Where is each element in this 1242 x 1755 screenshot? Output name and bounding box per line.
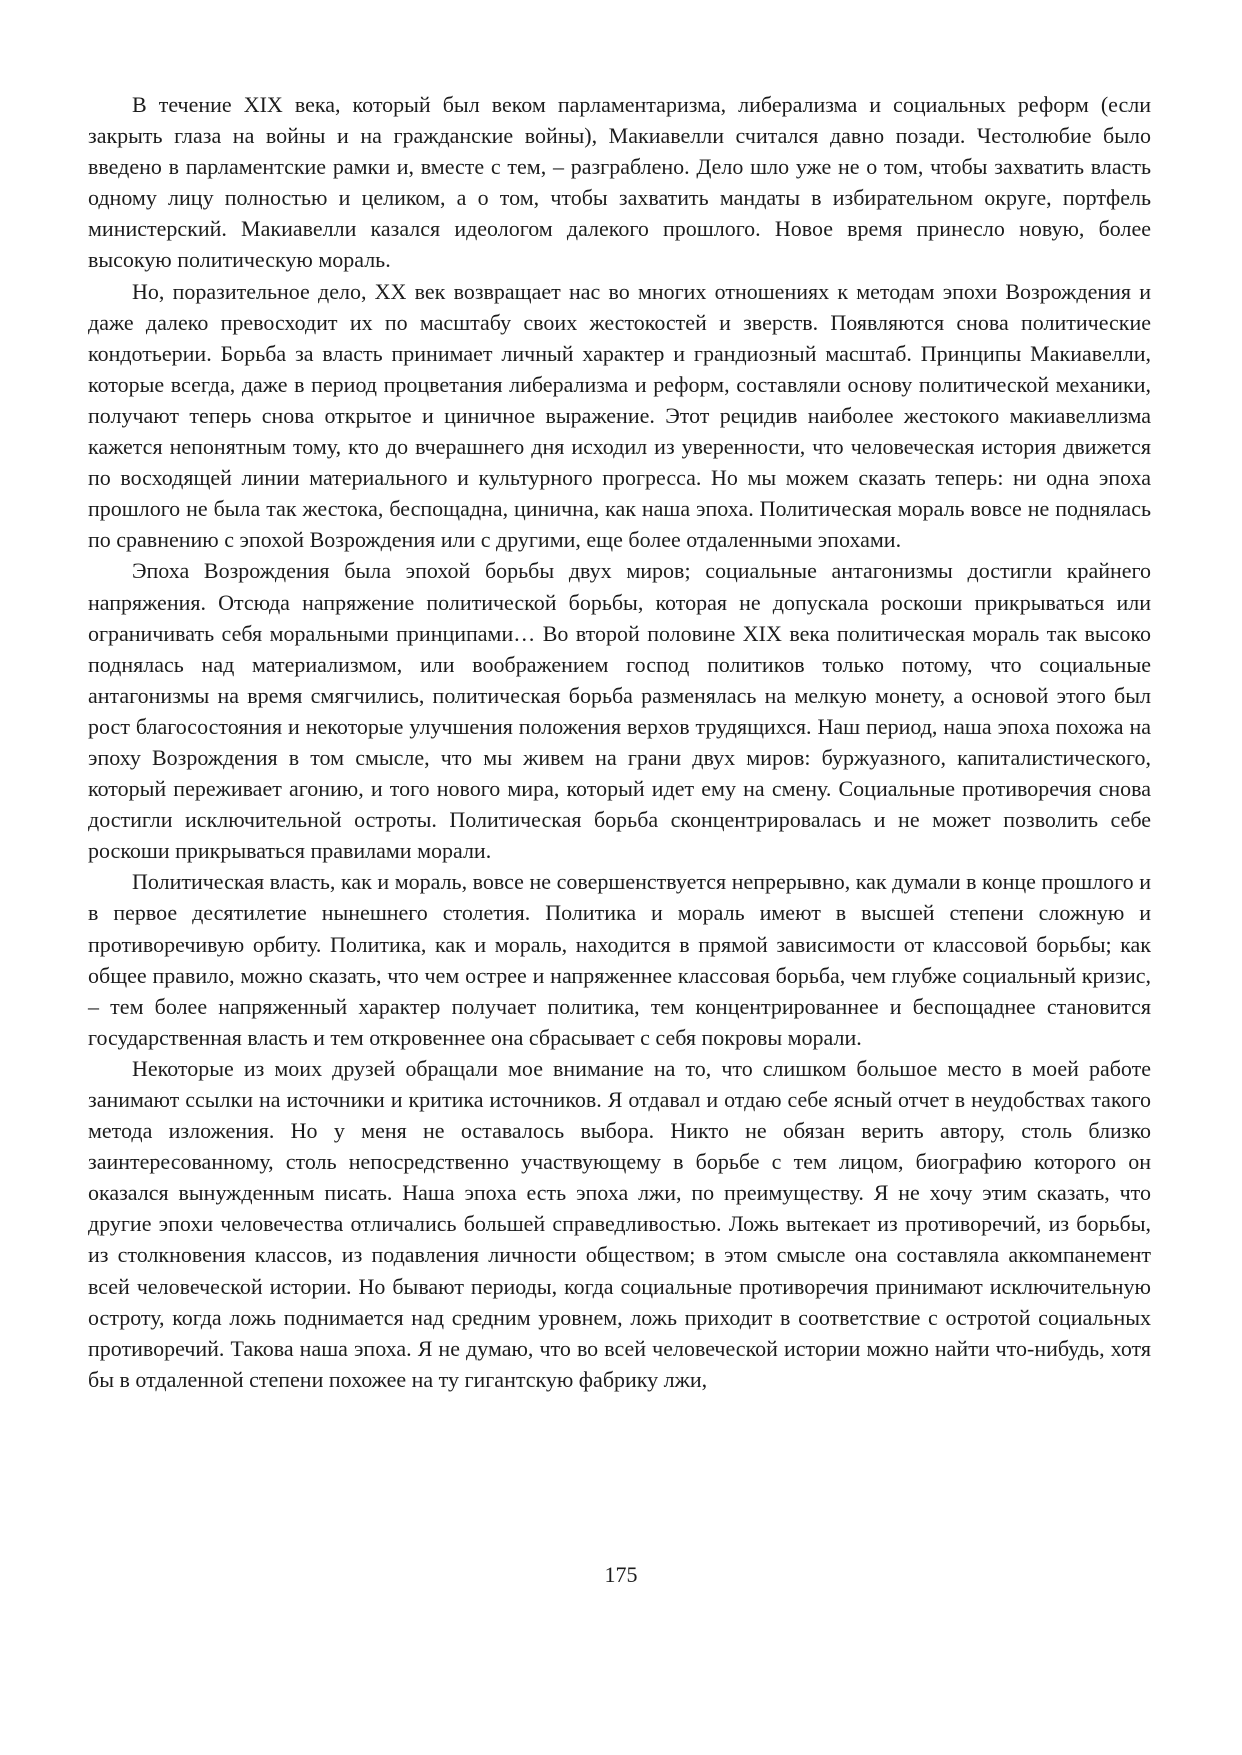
paragraph-2: Но, поразительное дело, XX век возвращает нас во многих отношениях к методам эпохи Возрождения и даже далеко превосходит их по масштабу своих жестокостей и зверств. Появляются снова политические кондотьерии. Борьба за власть принимает личный характер и грандиозный масштаб. Принципы Макиавелли, которые всегда, даже в период процветания либерализма и реформ, составляли основу политической механики, получают теперь снова открытое и циничное выражение. Этот рецидив наиболее жестокого макиавеллизма кажется непонятным тому, кто до вчерашнего дня исходил из уверенности, что человеческая история движется по восходящей линии материального и культурного прогресса. Но мы можем сказать теперь: ни одна эпоха прошлого не была так жестока, беспощадна, цинична, как наша эпоха. Политическая мораль вовсе не поднялась по сравнению с эпохой Возрождения или с другими, еще более отдаленными эпохами.	[88, 278, 1151, 553]
paragraph-3: Эпоха Возрождения была эпохой борьбы двух миров; социальные антагонизмы достигли крайнего напряжения. Отсюда напряжение политической борьбы, которая не допускала роскоши прикрываться или ограничивать себя моральными принципами… Во второй половине XIX века политическая мораль так высоко поднялась над материализмом, или воображением господ политиков только потому, что социальные антагонизмы на время смягчились, политическая борьба разменялась на мелкую монету, а основой этого был рост благосостояния и некоторые улучшения положения верхов трудящихся. Наш период, наша эпоха похожа на эпоху Возрождения в том смысле, что мы живем на грани двух миров: буржуазного, капиталистического, который переживает агонию, и того нового мира, который идет ему на смену. Социальные противоречия снова достигли исключительной остроты. Политическая борьба сконцентрировалась и не может позволить себе роскоши прикрываться правилами морали.	[88, 558, 1151, 864]
page-number: 175	[604, 1562, 638, 1587]
paragraph-1: В течение XIX века, который был веком парламентаризма, либерализма и социальных реформ (если закрыть глаза на войны и на гражданские войны), Макиавелли считался давно позади. Честолюбие было введено в парламентские рамки и, вместе с тем, – разграблено. Дело шло уже не о том, чтобы захватить власть одному лицу полностью и целиком, а о том, чтобы захватить мандаты в избирательном округе, портфель министерский. Макиавелли казался идеологом далекого прошлого. Новое время принесло новую, более высокую политическую мораль.	[88, 92, 1151, 273]
paragraph-5: Некоторые из моих друзей обращали мое внимание на то, что слишком большое место в моей работе занимают ссылки на источники и критика источников. Я отдавал и отдаю себе ясный отчет в неудобствах такого метода изложения. Но у меня не оставалось выбора. Никто не обязан верить автору, столь близко заинтересованному, столь непосредственно участвующему в борьбе с тем лицом, биографию которого он оказался вынужденным писать. Наша эпоха есть эпоха лжи, по преимуществу. Я не хочу этим сказать, что другие эпохи человечества отличались большей справедливостью. Ложь вытекает из противоречий, из борьбы, из столкновения классов, из подавления личности обществом; в этом смысле она составляла аккомпанемент всей человеческой истории. Но бывают периоды, когда социальные противоречия принимают исключительную остроту, когда ложь поднимается над средним уровнем, ложь приходит в соответствие с остротой социальных противоречий. Такова наша эпоха. Я не думаю, что во всей человеческой истории можно найти что-нибудь, хотя бы в отдаленной степени похожее на ту гигантскую фабрику лжи,	[88, 1055, 1151, 1392]
paragraph-4: Политическая власть, как и мораль, вовсе не совершенствуется непрерывно, как думали в конце прошлого и в первое десятилетие нынешнего столетия. Политика и мораль имеют в высшей степени сложную и противоречивую орбиту. Политика, как и мораль, находится в прямой зависимости от классовой борьбы; как общее правило, можно сказать, что чем острее и напряженнее классовая борьба, чем глубже социальный кризис, – тем более напряженный характер получает политика, тем концентрированнее и беспощаднее становится государственная власть и тем откровеннее она сбрасывает с себя покровы морали.	[88, 869, 1151, 1050]
body-text	[88, 89, 1151, 1395]
